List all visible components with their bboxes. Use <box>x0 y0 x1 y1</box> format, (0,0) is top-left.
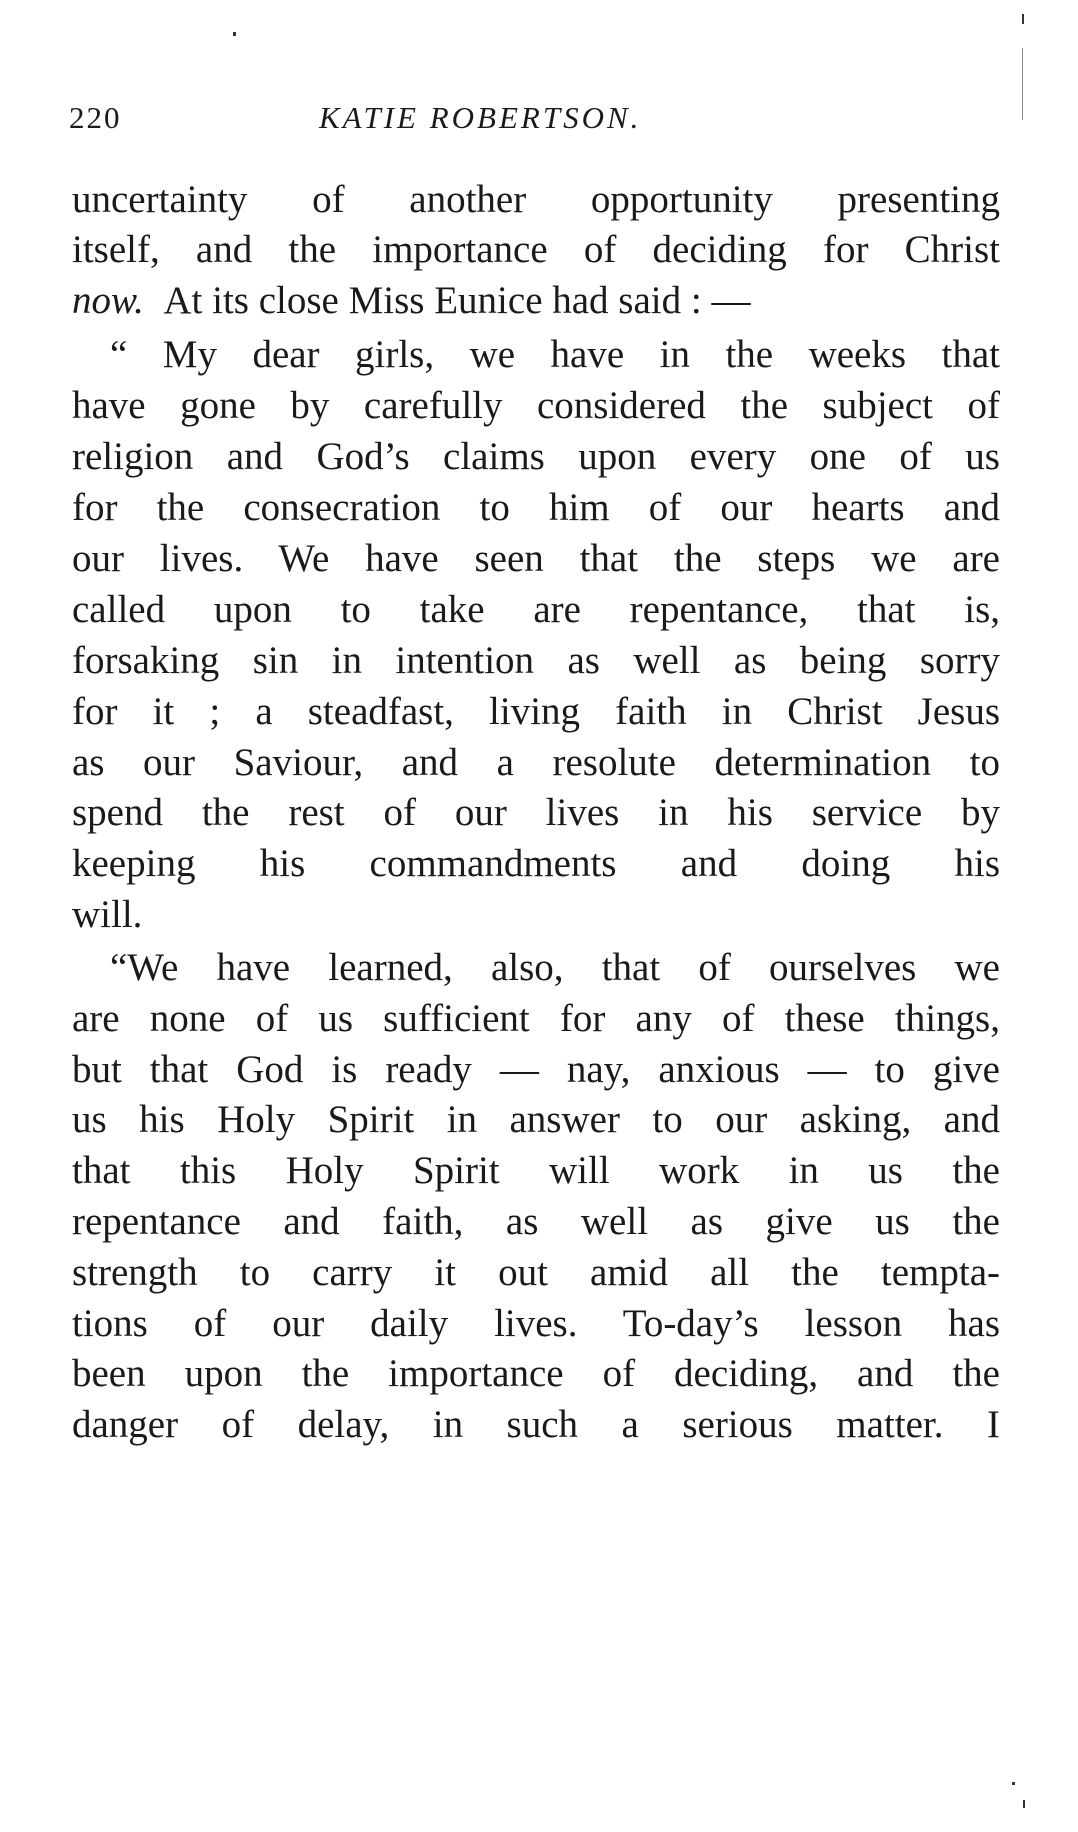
text-line: uncertainty of another opportunity presenting <box>72 178 1000 221</box>
running-header <box>69 100 1011 148</box>
text-line: but that God is ready — nay, anxious — to give <box>72 1048 1000 1091</box>
text-line: been upon the importance of deciding, and the <box>72 1352 1000 1395</box>
text-line-rest: At its close Miss Eunice had said : — <box>163 279 751 322</box>
scan-edge-mark <box>1022 48 1023 120</box>
scan-speck <box>1012 1782 1015 1785</box>
scan-speck <box>233 32 236 36</box>
text-line: called upon to take are repentance, that is, <box>72 588 1000 631</box>
emphasized-word: now. <box>72 279 144 322</box>
text-line: tions of our daily lives. To-day’s lesson has <box>72 1302 1000 1345</box>
text-line: have gone by carefully considered the subject of <box>72 384 1000 427</box>
text-line: as our Saviour, and a resolute determination to <box>72 741 1000 784</box>
text-line: that this Holy Spirit will work in us the <box>72 1149 1000 1192</box>
text-line: are none of us sufficient for any of these things, <box>72 997 1000 1040</box>
text-line: for the consecration to him of our hearts and <box>72 486 1000 529</box>
text-line: for it ; a steadfast, living faith in Christ Jesus <box>72 690 1000 733</box>
text-line: will. <box>72 893 143 936</box>
text-line: spend the rest of our lives in his service by <box>72 791 1000 834</box>
text-line: “We have learned, also, that of ourselves we <box>110 946 1000 989</box>
page-number: 220 <box>69 100 122 135</box>
text-line: strength to carry it out amid all the tempta- <box>72 1251 1000 1294</box>
text-line: repentance and faith, as well as give us the <box>72 1200 1000 1243</box>
text-line <box>72 271 1000 331</box>
text-line: keeping his commandments and doing his <box>72 842 1000 885</box>
running-title: KATIE ROBERTSON. <box>319 100 642 135</box>
text-line: “ My dear girls, we have in the weeks that <box>110 333 1000 376</box>
text-line: us his Holy Spirit in answer to our asking, and <box>72 1098 1000 1141</box>
text-line: forsaking sin in intention as well as being sorry <box>72 639 1000 682</box>
text-line: itself, and the importance of deciding for Christ <box>72 228 1000 271</box>
scan-speck <box>1023 1800 1025 1808</box>
scan-speck <box>1022 14 1024 24</box>
text-line: our lives. We have seen that the steps we are <box>72 537 1000 580</box>
text-line: danger of delay, in such a serious matter. I <box>72 1403 1000 1446</box>
text-line: religion and God’s claims upon every one of us <box>72 435 1000 478</box>
